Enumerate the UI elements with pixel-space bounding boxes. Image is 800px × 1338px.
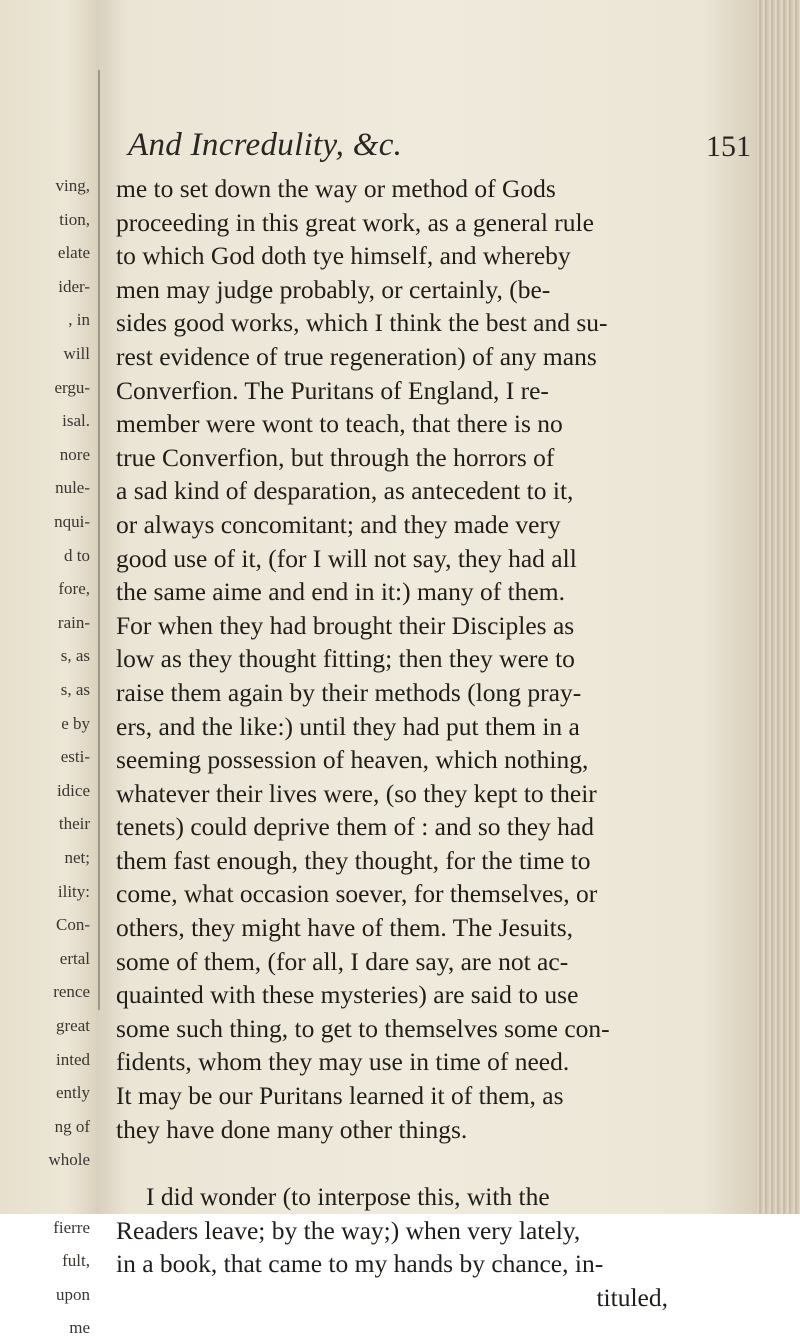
facing-page-fragment: d to [64, 545, 90, 565]
text-line: low as they thought fitting; then they were to [116, 644, 575, 674]
facing-page-fragment: will [63, 344, 90, 363]
facing-page-fragment: fult, [62, 1251, 90, 1271]
text-line: tituled, [596, 1283, 668, 1312]
text-line: true Converfion, but through the horrors of [116, 442, 555, 472]
text-line: some such thing, to get to themselves some con- [116, 1013, 610, 1043]
text-line: whatever their lives were, (so they kept to their [116, 778, 597, 808]
running-head: And Incredulity, &c. [128, 127, 403, 163]
facing-page-fragment: ider- [58, 276, 90, 296]
text-line: others, they might have of them. The Jesuits, [116, 913, 574, 943]
facing-page-fragment: nqui- [54, 512, 90, 531]
text-line: them fast enough, they thought, for the time to [116, 845, 591, 875]
facing-page-fragment: nore [59, 444, 90, 464]
facing-page-fragment: s, as [60, 646, 90, 666]
text-line: Readers leave; by the way;) when very lately, [116, 1215, 581, 1245]
text-line: in a book, that came to my hands by chance, in- [116, 1249, 604, 1279]
text-line: a sad kind of desparation, as antecedent to it, [116, 476, 574, 506]
facing-page-fragment: rain- [57, 612, 90, 632]
text-line: me to set down the way or method of Gods [116, 174, 556, 203]
facing-page-fragment: esti- [60, 747, 90, 767]
text-line: quainted with these mysteries) are said to use [116, 980, 579, 1010]
facing-page-fragment: ving, [55, 176, 90, 195]
text-line: seeming possession of heaven, which nothing, [116, 745, 589, 775]
text-line: raise them again by their methods (long pray- [116, 677, 582, 707]
text-line: fidents, whom they may use in time of need. [116, 1047, 570, 1077]
text-line: member were wont to teach, that there is no [116, 409, 563, 439]
text-line: I did wonder (to interpose this, with the [146, 1182, 550, 1212]
facing-page-fragment: idice [56, 780, 90, 800]
facing-page-fragment: isal. [62, 411, 90, 431]
facing-page-fragment: ently [56, 1083, 90, 1103]
text-line: some of them, (for all, I dare say, are not ac- [116, 946, 569, 976]
facing-page-fragment: , in [68, 310, 90, 330]
text-line: or always concomitant; and they made very [116, 509, 561, 539]
facing-page-fragment: inted [56, 1049, 90, 1069]
facing-page-fragment: Con- [56, 915, 90, 935]
text-line: ers, and the like:) until they had put them in a [116, 711, 580, 741]
facing-page-fragment: net; [64, 848, 90, 867]
facing-page-edge [0, 0, 96, 1338]
text-line: good use of it, (for I will not say, they had all [116, 543, 577, 573]
facing-page-fragment: nule- [55, 478, 90, 498]
facing-page-fragment: elate [57, 243, 90, 263]
text-line: rest evidence of true regeneration) of any mans [116, 341, 597, 371]
page-number: 151 [706, 130, 751, 163]
facing-page-fragment: s, as [60, 680, 90, 699]
facing-page-fragment: rence [53, 982, 90, 1002]
facing-page-fragment: ergu- [54, 377, 90, 397]
paragraph-gap [116, 1146, 756, 1180]
text-line: tenets) could deprive them of : and so they had [116, 812, 594, 842]
text-line: Converfion. The Puritans of England, I re- [116, 375, 549, 405]
facing-page-fragment: their [58, 814, 90, 834]
text-line: they have done many other things. [116, 1114, 468, 1144]
text-line: men may judge probably, or certainly, (be- [116, 274, 551, 304]
facing-page-fragment: tion, [59, 209, 90, 229]
gutter-rule [98, 70, 100, 1010]
facing-page-fragment: whole [48, 1150, 90, 1170]
text-line: It may be our Puritans learned it of them, as [116, 1081, 564, 1111]
facing-page-fragment: ility: [57, 881, 90, 901]
page-fore-edge [756, 0, 800, 1214]
text-line: come, what occasion soever, for themselves, or [116, 879, 598, 909]
text-line: proceeding in this great work, as a general rule [116, 207, 594, 237]
body-text [116, 172, 756, 1315]
facing-page-fragment: fore, [58, 579, 90, 599]
text-line: the same aime and end in it:) many of them. [116, 577, 565, 607]
text-line: to which God doth tye himself, and whereby [116, 241, 571, 271]
facing-page-fragment: e by [61, 713, 90, 733]
facing-page-fragment: me [69, 1318, 90, 1338]
facing-page-fragment: great [56, 1016, 90, 1035]
facing-page-fragment: fierre [53, 1217, 90, 1237]
text-line: sides good works, which I think the best and su- [116, 308, 608, 338]
facing-page-fragment: ertal [59, 948, 90, 968]
facing-page-fragment: ng of [54, 1116, 90, 1136]
text-line: For when they had brought their Disciples as [116, 610, 575, 640]
facing-page-fragment: upon [56, 1284, 90, 1304]
